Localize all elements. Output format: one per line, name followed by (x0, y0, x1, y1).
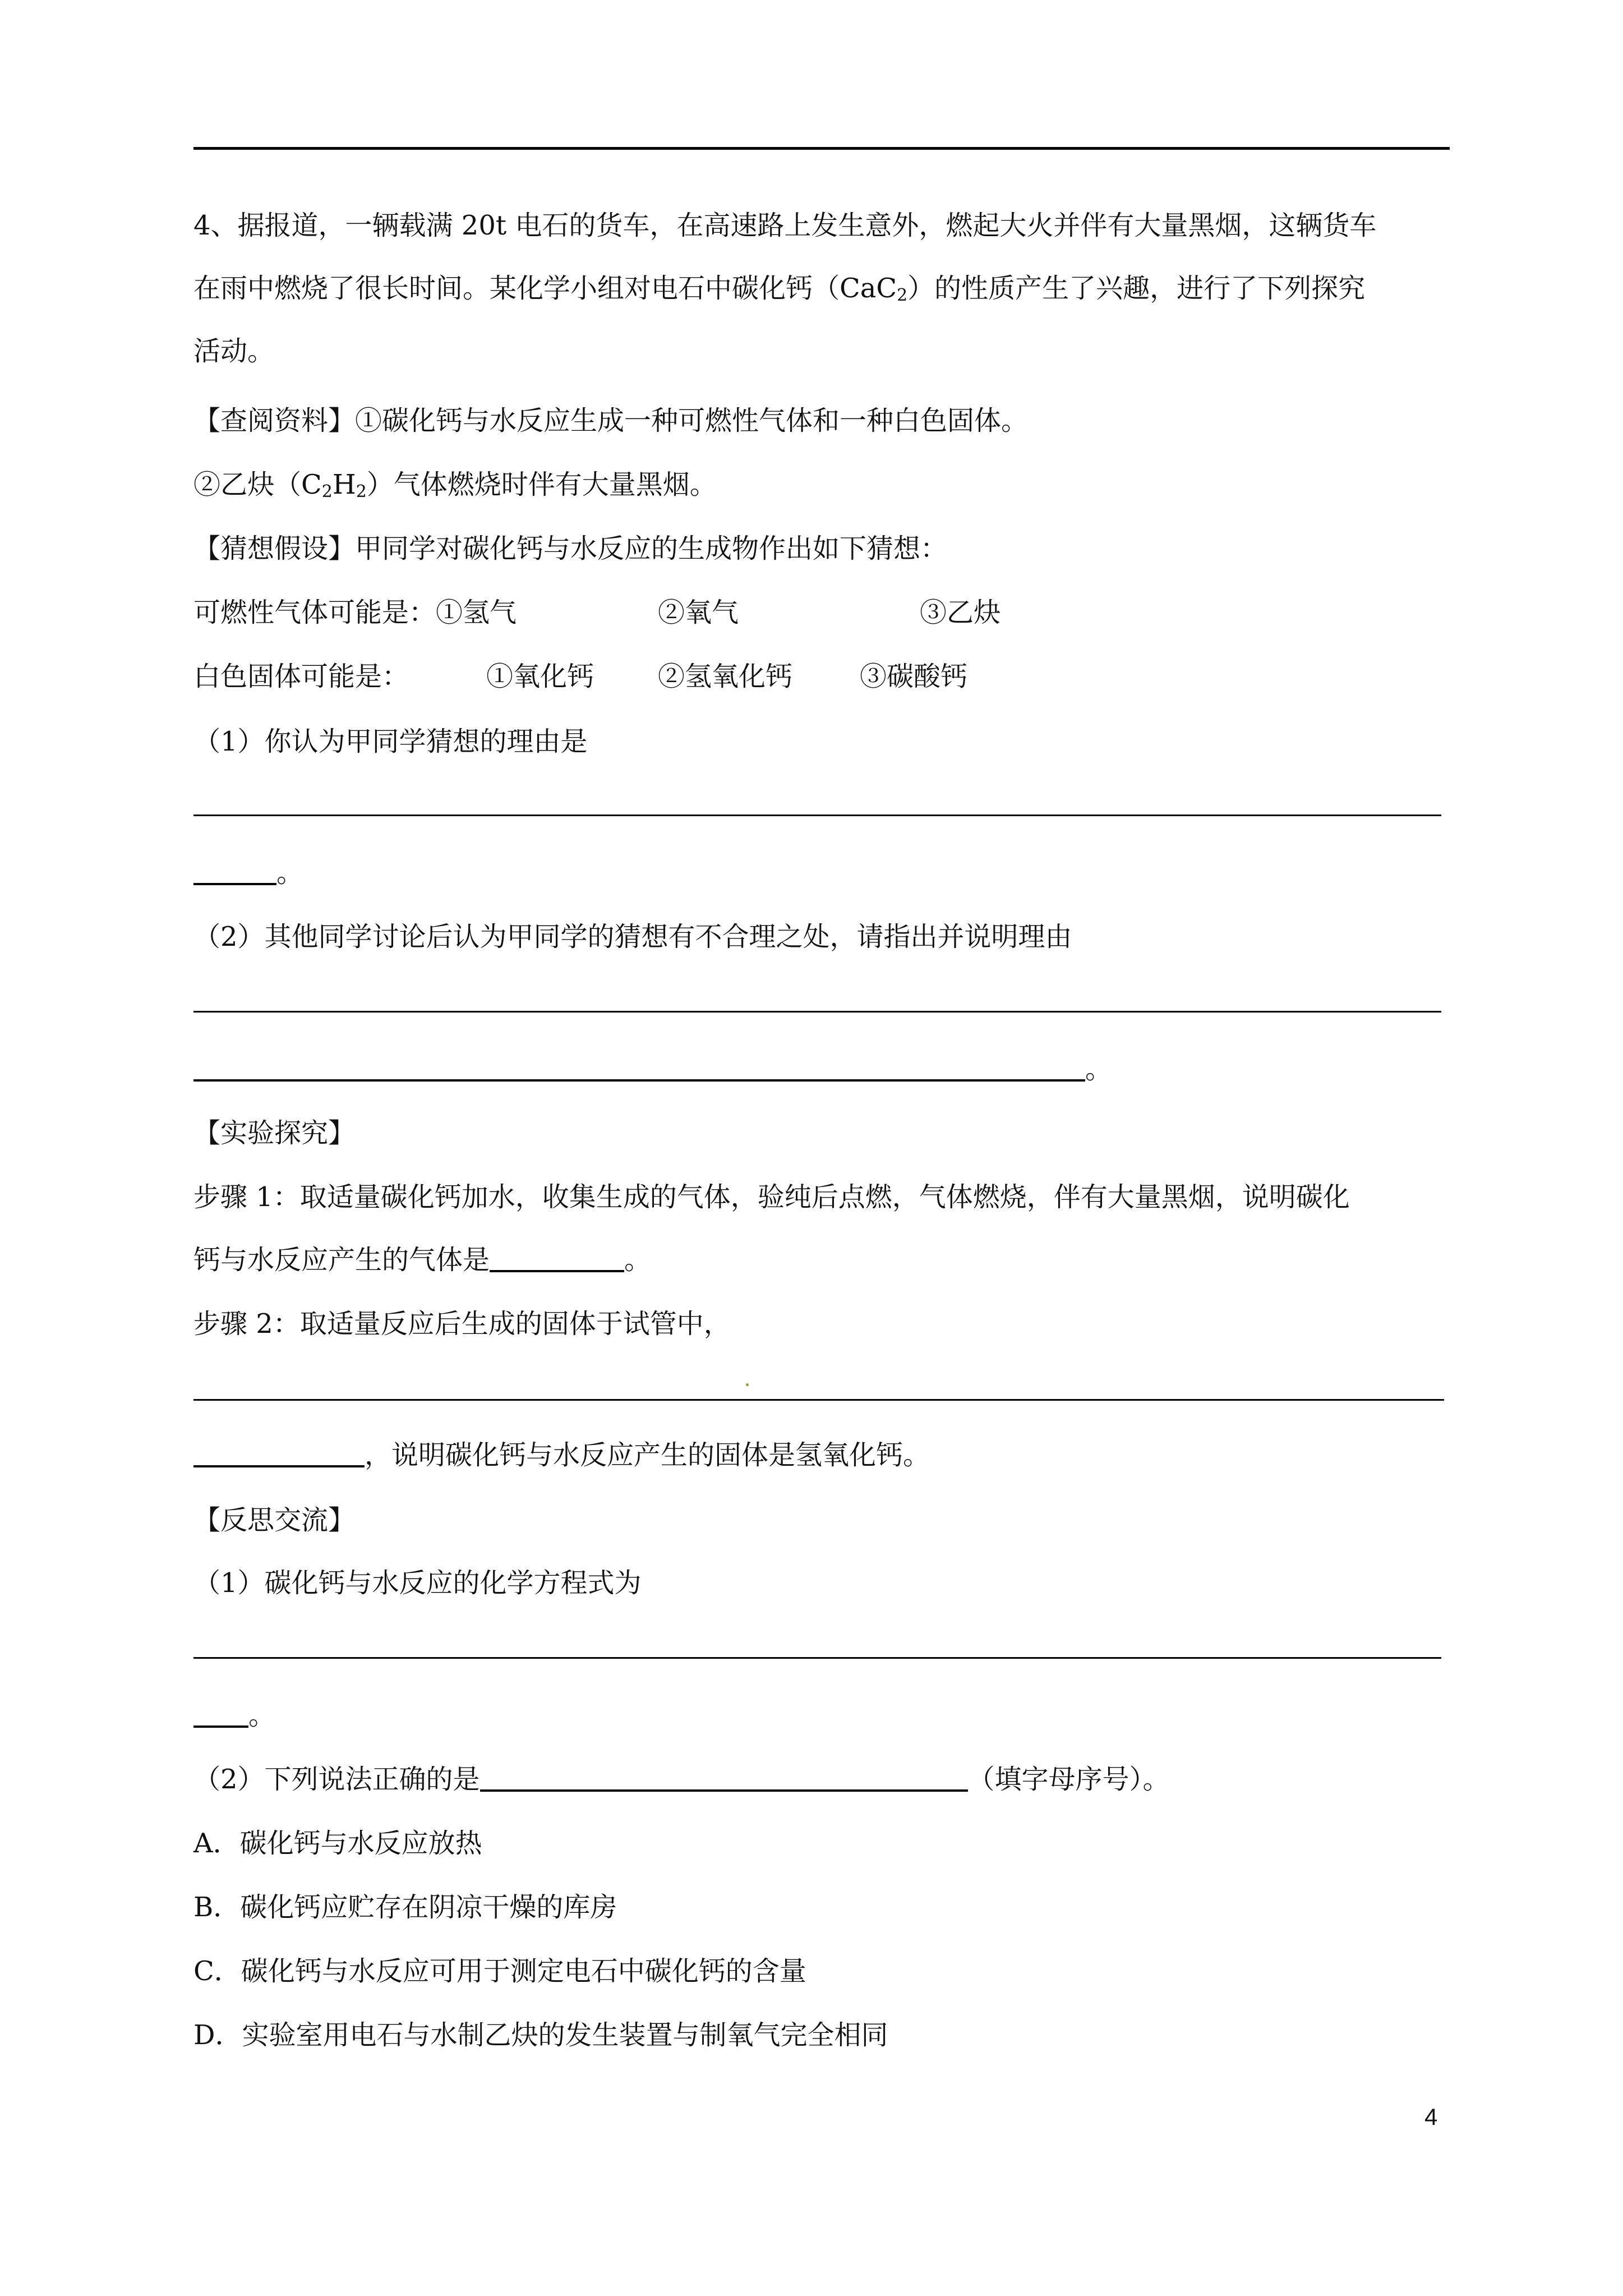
answer-blank-q1[interactable] (193, 815, 1441, 816)
answer-blank-q1-cont[interactable] (193, 855, 276, 885)
reflection-1: （1）碳化钙与水反应的化学方程式为 (193, 1567, 642, 1599)
question-1: （1）你认为甲同学猜想的理由是 (193, 726, 588, 757)
print-speck (746, 1383, 749, 1386)
hypothesis-heading: 【猜想假设】甲同学对碳化钙与水反应的生成物作出如下猜想： (193, 533, 948, 564)
answer-blank-step2[interactable] (193, 1399, 1444, 1401)
header-rule (193, 147, 1450, 150)
solid-hypotheses: 白色固体可能是： ①氧化钙 ②氢氧化钙 ③碳酸钙 (193, 661, 968, 692)
answer-blank-equation[interactable] (193, 1657, 1441, 1659)
answer-blank-step2-cont[interactable] (193, 1437, 365, 1467)
reflection-heading: 【反思交流】 (193, 1504, 356, 1536)
option-c: C．碳化钙与水反应可用于测定电石中碳化钙的含量 (193, 1955, 806, 1987)
option-a: A．碳化钙与水反应放热 (193, 1828, 482, 1859)
info-2: ②乙炔$(C_2H_2)$气体燃烧时伴有大量黑烟。 (193, 469, 717, 501)
step-1-line-1: 步骤 1：取适量碳化钙加水，收集生成的气体，验纯后点燃，气体燃烧，伴有大量黑烟，说明碳化 (193, 1181, 1350, 1213)
option-d: D．实验室用电石与水制乙炔的发生装置与制氧气完全相同 (193, 2019, 888, 2051)
answer-blank-q2-cont[interactable] (193, 1051, 1085, 1082)
answer-blank-step1[interactable] (490, 1242, 624, 1272)
answer-blank-equation-cont[interactable] (193, 1697, 248, 1728)
intro-line-1: 4、据报道，一辆载满 20t 电石的货车，在高速路上发生意外，燃起大火并伴有大量黑烟，这辆货车 (193, 210, 1377, 241)
answer-blank-choice[interactable] (480, 1761, 968, 1792)
answer-blank-q2[interactable] (193, 1011, 1441, 1013)
experiment-heading: 【实验探究】 (193, 1117, 356, 1149)
step-1-line-2: 钙与水反应产生的气体是 。 (193, 1242, 651, 1278)
question-2-tail: 。 (193, 1051, 1112, 1087)
intro-line-2: 在雨中燃烧了很长时间。某化学小组对电石中碳化钙（CaC$_2$）的性质产生了兴趣，进行了下列探究 (193, 273, 1366, 305)
intro-line-3: 活动。 (193, 335, 275, 367)
step-2-line-2: ，说明碳化钙与水反应产生的固体是氢氧化钙。 (193, 1437, 930, 1473)
step-2-line-1: 步骤 2：取适量反应后生成的固体于试管中， (193, 1308, 731, 1340)
question-1-tail: 。 (193, 855, 303, 891)
reflection-1-tail: 。 (193, 1697, 275, 1733)
info-1: 【查阅资料】①碳化钙与水反应生成一种可燃性气体和一种白色固体。 (193, 405, 1029, 436)
gas-hypotheses: 可燃性气体可能是：①氢气 ②氧气 ③乙炔 (193, 597, 1001, 628)
page-number: 4 (1424, 2104, 1438, 2130)
option-b: B．碳化钙应贮存在阴凉干燥的库房 (193, 1892, 617, 1923)
reflection-2: （2）下列说法正确的是 （填字母序号）。 (193, 1761, 1170, 1797)
question-2: （2）其他同学讨论后认为甲同学的猜想有不合理之处，请指出并说明理由 (193, 921, 1072, 953)
